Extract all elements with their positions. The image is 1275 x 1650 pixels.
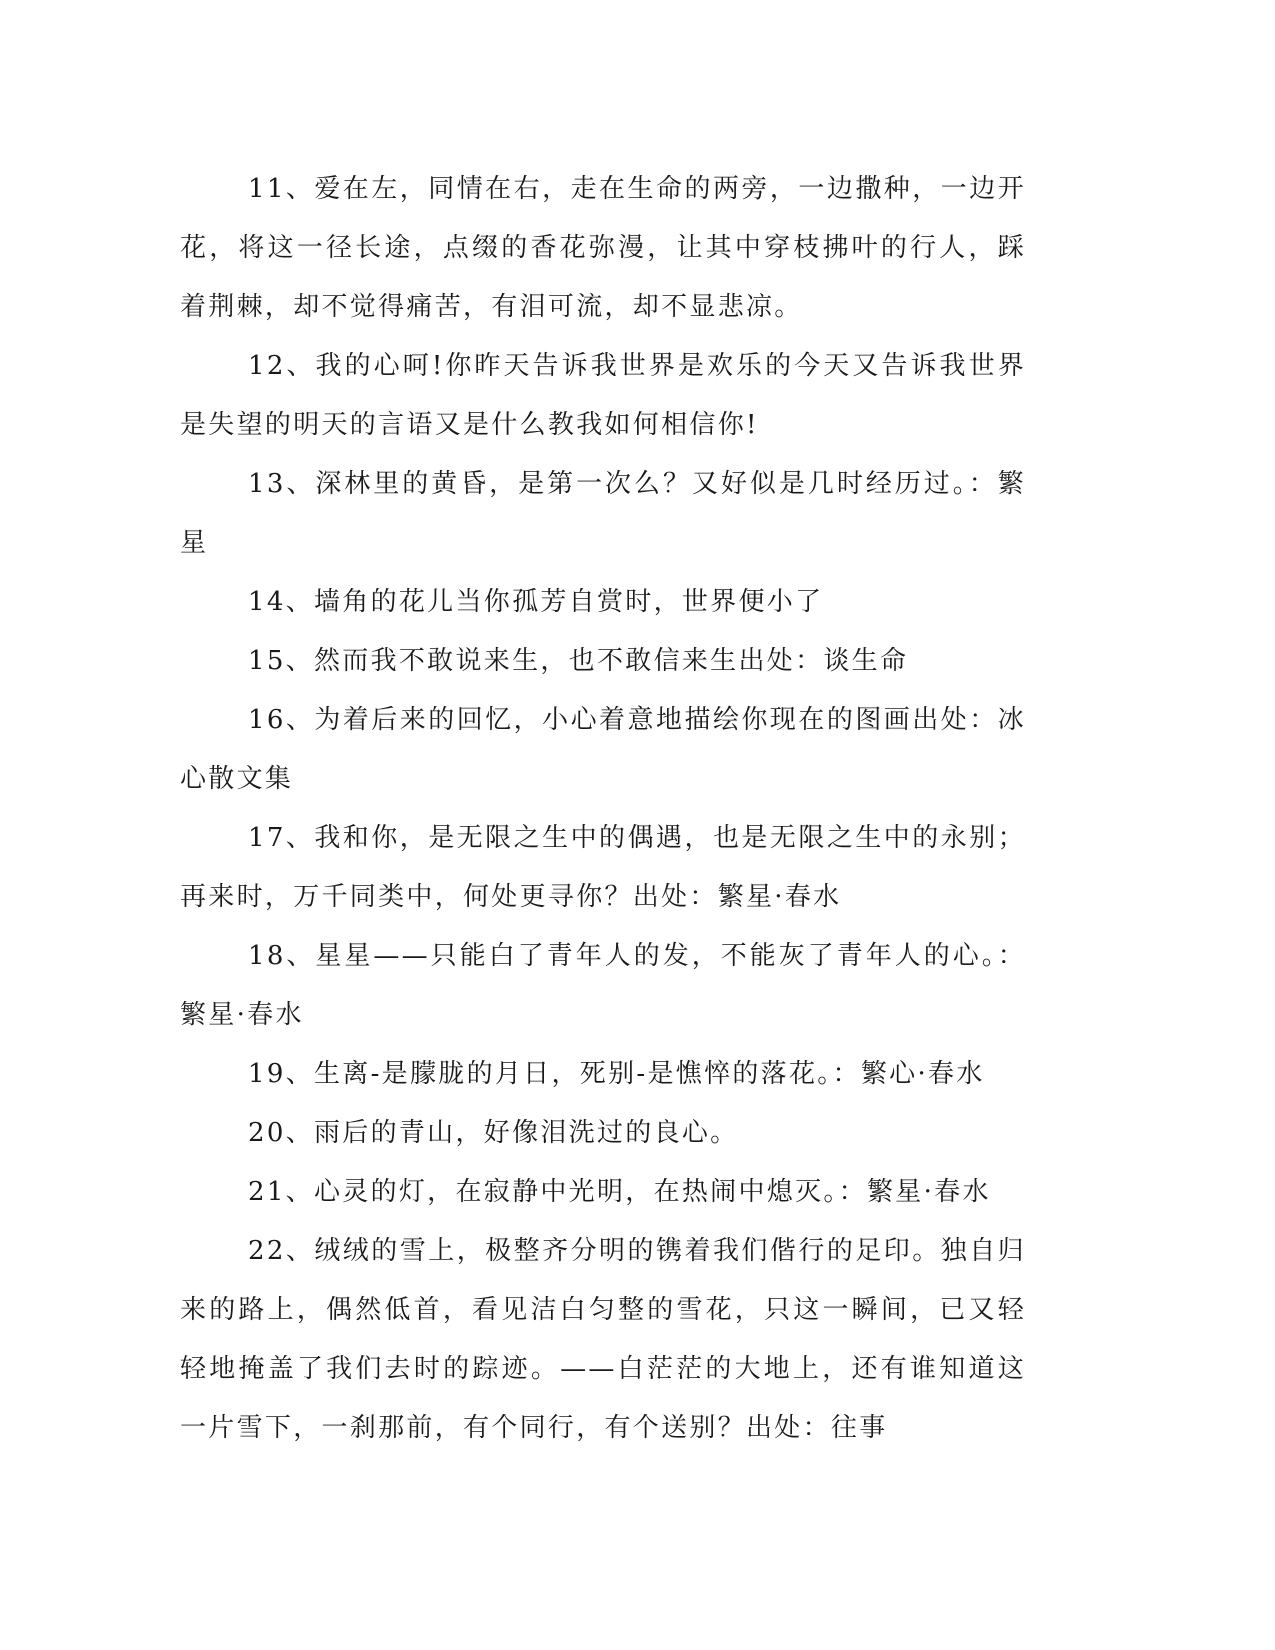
paragraph-12: 12、我的心呵!你昨天告诉我世界是欢乐的今天又告诉我世界是失望的明天的言语又是什么教我如何相信你!: [180, 351, 1026, 440]
paragraph-18: 18、星星——只能白了青年人的发，不能灰了青年人的心。：繁星·春水: [180, 941, 1026, 1030]
paragraph-20: 20、雨后的青山，好像泪洗过的良心。: [248, 1118, 739, 1148]
paragraph-14: 14、墙角的花儿当你孤芳自赏时，世界便小了: [248, 587, 824, 617]
paragraph-22: 22、绒绒的雪上，极整齐分明的镌着我们偕行的足印。独自归来的路上，偶然低首，看见洁白匀整的雪花，只这一瞬间，已又轻轻地掩盖了我们去时的踪迹。——白茫茫的大地上，还有谁知道这一片雪下，一刹那前，有个同行，有个送别？出处：往事: [180, 1236, 1026, 1443]
paragraph-13: 13、深林里的黄昏，是第一次么？又好似是几时经历过。：繁星: [180, 469, 1026, 558]
paragraph-16: 16、为着后来的回忆，小心着意地描绘你现在的图画出处：冰心散文集: [180, 705, 1026, 794]
paragraph-11: 11、爱在左，同情在右，走在生命的两旁，一边撒种，一边开花，将这一径长途，点缀的香花弥漫，让其中穿枝拂叶的行人，踩着荆棘，却不觉得痛苦，有泪可流，却不显悲凉。: [180, 174, 1026, 322]
paragraph-17: 17、我和你，是无限之生中的偶遇，也是无限之生中的永别；再来时，万千同类中，何处更寻你？出处：繁星·春水: [180, 823, 1026, 912]
document-body: [180, 160, 1026, 1458]
paragraph-19: 19、生离-是朦胧的月日，死别-是憔悴的落花。：繁心·春水: [248, 1059, 985, 1089]
paragraph-15: 15、然而我不敢说来生，也不敢信来生出处：谈生命: [248, 646, 909, 676]
paragraph-21: 21、心灵的灯，在寂静中光明，在热闹中熄灭。：繁星·春水: [248, 1177, 991, 1207]
